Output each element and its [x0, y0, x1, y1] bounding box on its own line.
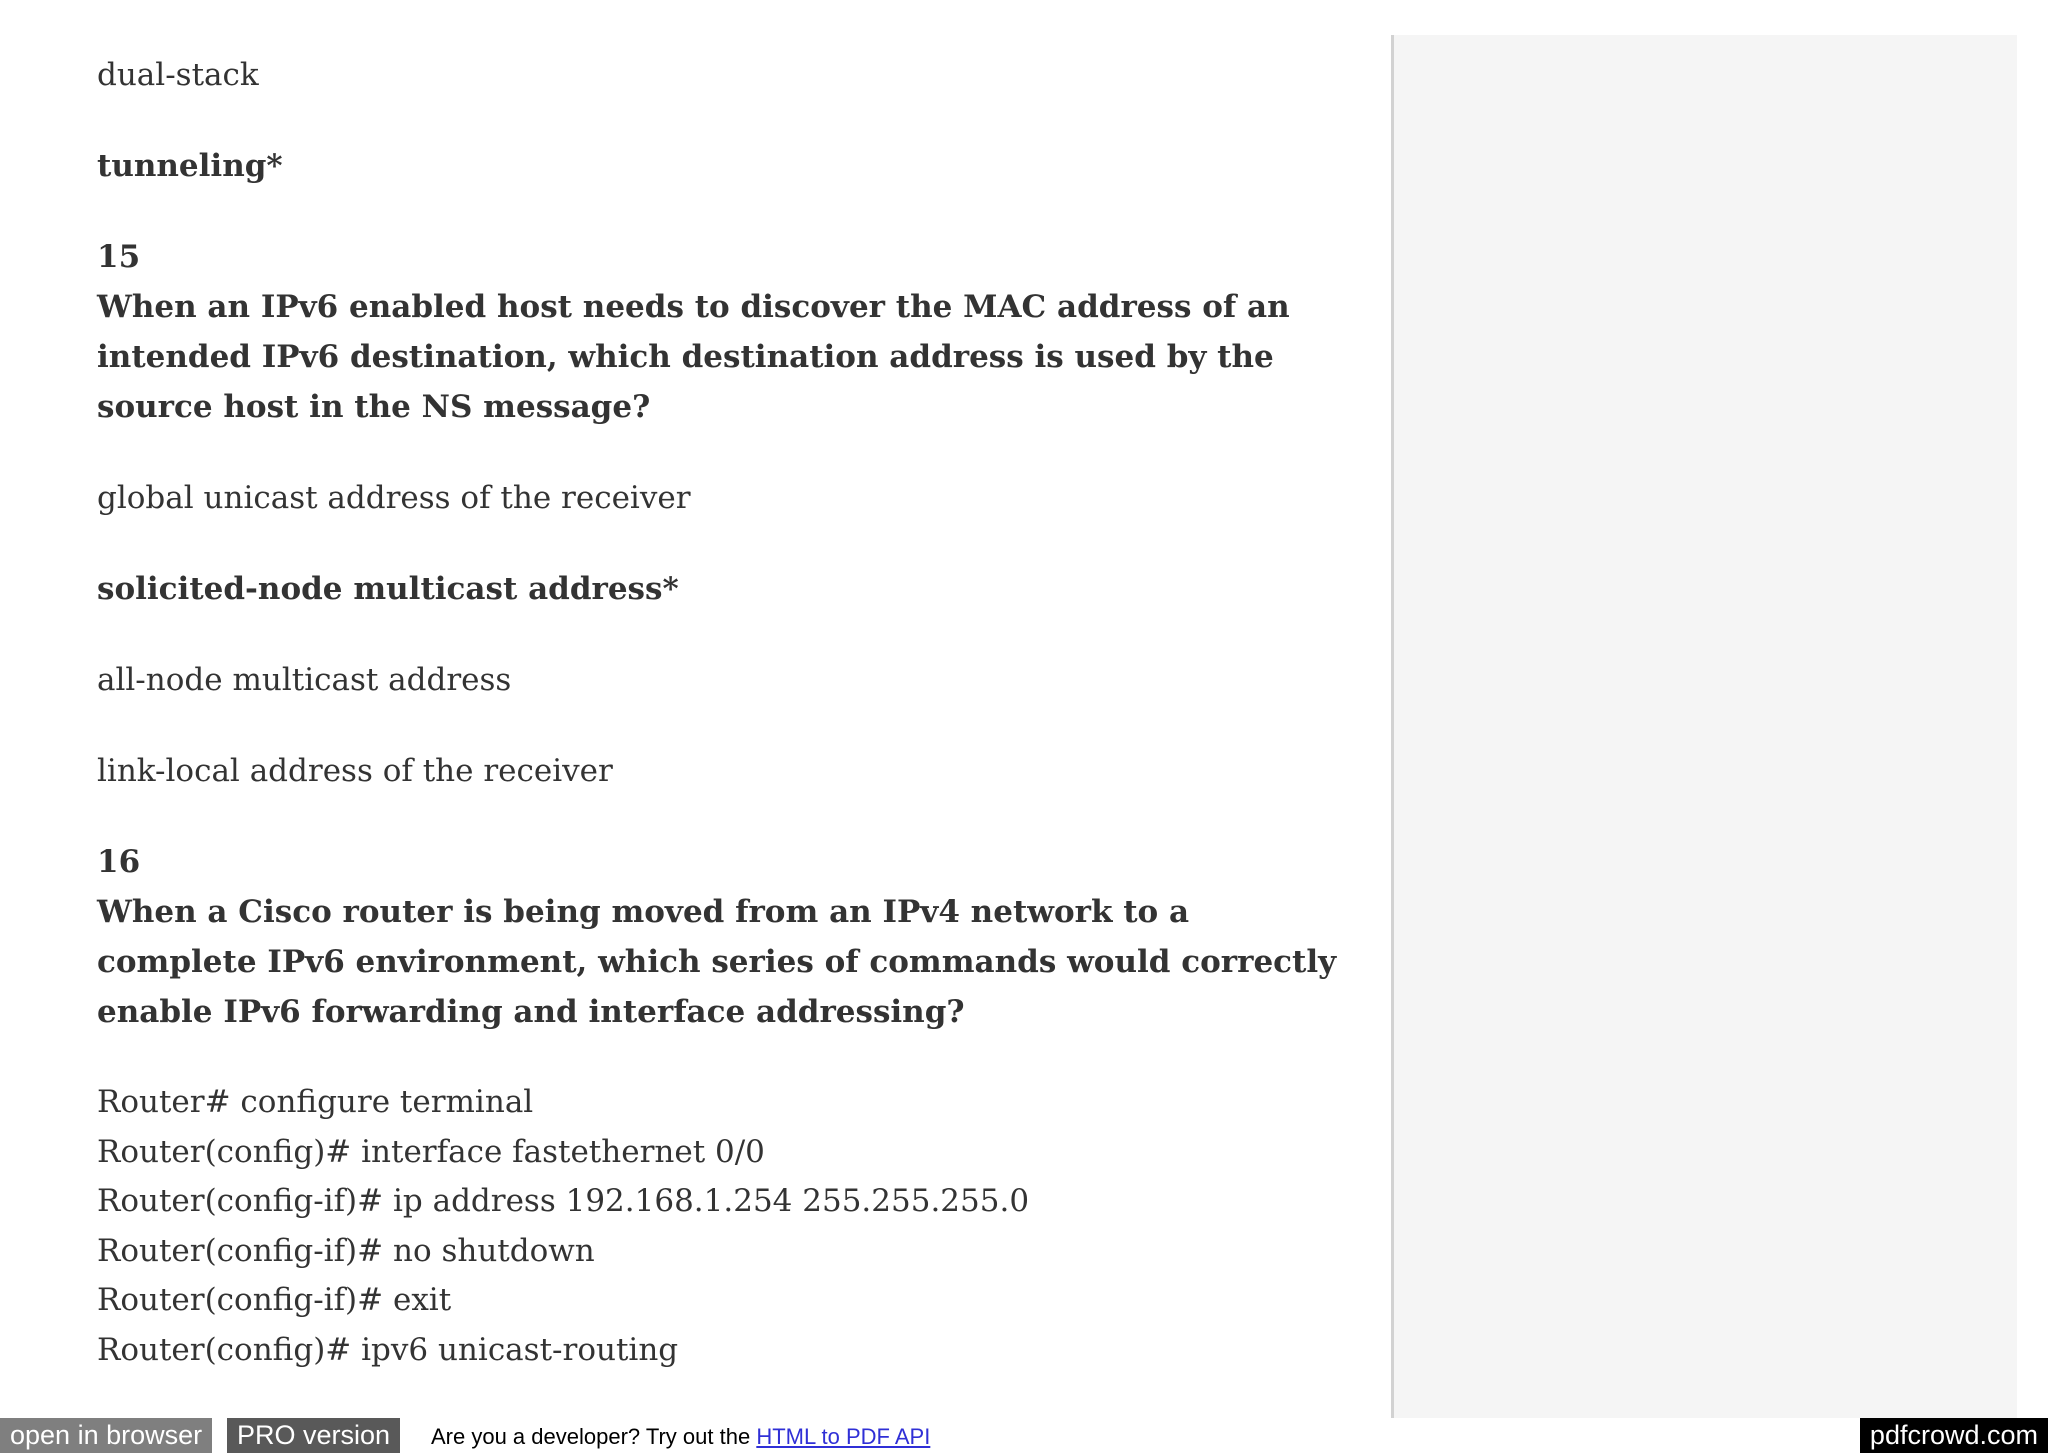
pro-version-button[interactable]: PRO version — [227, 1418, 400, 1453]
answer-option: link-local address of the receiver — [97, 753, 613, 789]
pdfcrowd-footer — [0, 1418, 2048, 1453]
question-number: 16 — [97, 844, 141, 880]
command-line: Router# configure terminal — [97, 1084, 534, 1120]
question-number: 15 — [97, 239, 141, 275]
question-text: When an IPv6 enabled host needs to discover the MAC address of an intended IPv6 destination, which destination address is used by the source host in the NS message? — [97, 289, 1290, 425]
answer-option: global unicast address of the receiver — [97, 480, 691, 516]
sidebar-panel — [1391, 35, 2017, 1418]
document-content — [97, 50, 1347, 1375]
pdfcrowd-brand-link[interactable]: pdfcrowd.com — [1860, 1418, 2048, 1453]
question-text: When a Cisco router is being moved from an IPv4 network to a complete IPv6 environment, which series of commands would correctly enable IPv6 forwarding and interface addressing? — [97, 894, 1337, 1030]
question-15 — [97, 232, 1347, 796]
answer-option-correct: solicited-node multicast address* — [97, 571, 679, 607]
command-line: Router(config-if)# no shutdown — [97, 1232, 595, 1269]
html-to-pdf-api-link[interactable]: HTML to PDF API — [756, 1424, 931, 1449]
developer-promo — [431, 1418, 930, 1453]
command-block — [97, 1078, 1347, 1375]
open-in-browser-button[interactable]: open in browser — [0, 1418, 212, 1453]
answer-option: all-node multicast address — [97, 662, 512, 698]
answer-option: dual-stack — [97, 57, 259, 93]
command-line: Router(config)# interface fastethernet 0/0 — [97, 1133, 765, 1170]
answer-option-correct: tunneling* — [97, 148, 283, 184]
question-16 — [97, 837, 1347, 1375]
command-line: Router(config)# ipv6 unicast-routing — [97, 1331, 679, 1368]
command-line: Router(config-if)# ip address 192.168.1.254 255.255.255.0 — [97, 1183, 1030, 1219]
command-line: Router(config-if)# exit — [97, 1282, 452, 1318]
promo-text: Are you a developer? Try out the — [431, 1424, 757, 1449]
